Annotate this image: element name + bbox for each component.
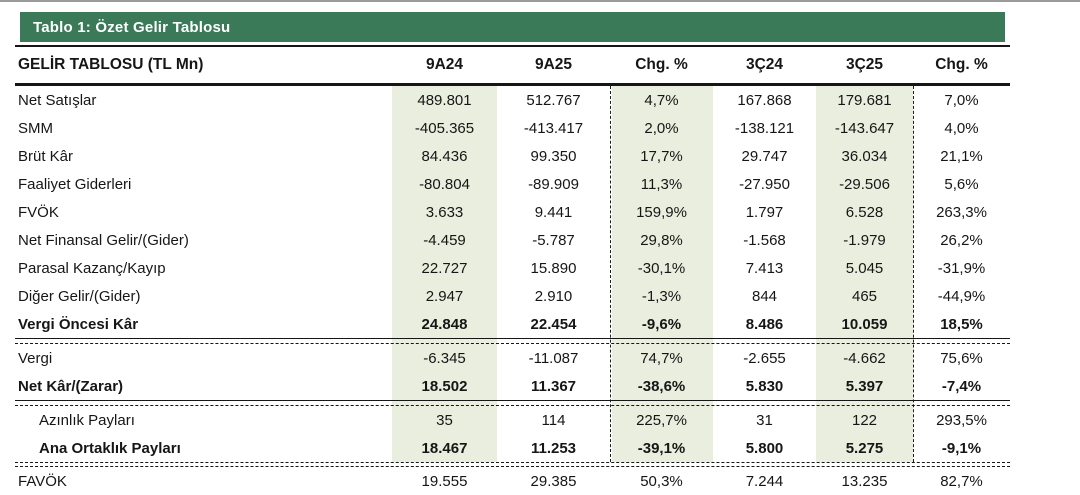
cell-value: -1.979 (843, 231, 886, 249)
cell-value: 8.486 (745, 315, 784, 333)
cell-value: 19.555 (421, 472, 468, 490)
table-row (15, 198, 1010, 226)
row-label: Azınlık Payları (39, 411, 135, 429)
cell-value: -89.909 (528, 175, 579, 193)
cell-value: -27.950 (739, 175, 790, 193)
cell-value: -39,1% (637, 439, 686, 457)
cell-value: -143.647 (834, 119, 895, 137)
row-label: Vergi (18, 349, 53, 367)
table-title-bar (20, 12, 1005, 42)
cell-value: -11.087 (528, 349, 579, 367)
cell-value: 74,7% (640, 349, 683, 367)
cell-value: 82,7% (940, 472, 983, 490)
cell-value: 11.253 (530, 439, 577, 457)
row-label: Diğer Gelir/(Gider) (18, 287, 141, 305)
table-row (15, 344, 1010, 372)
table-row (15, 226, 1010, 254)
cell-value: 489.801 (417, 91, 472, 109)
cell-value: 2.947 (425, 287, 464, 305)
cell-value: 35 (436, 411, 453, 429)
cell-value: -6.345 (423, 349, 466, 367)
cell-value: 159,9% (636, 203, 687, 221)
column-header-3c24: 3Ç24 (745, 56, 784, 73)
cell-value: 22.454 (530, 315, 577, 333)
cell-value: 4,0% (944, 119, 979, 137)
cell-value: -1.568 (743, 231, 786, 249)
cell-value: 465 (851, 287, 878, 305)
row-label: Net Satışlar (18, 91, 97, 109)
cell-value: -7,4% (941, 377, 982, 395)
cell-value: 293,5% (936, 411, 987, 429)
cell-value: 2,0% (644, 119, 679, 137)
cell-value: 2.910 (534, 287, 573, 305)
cell-value: -1,3% (641, 287, 682, 305)
cell-value: -31,9% (937, 259, 986, 277)
cell-value: 18.502 (421, 377, 468, 395)
cell-value: -9,6% (641, 315, 682, 333)
row-label: FVÖK (18, 203, 59, 221)
cell-value: 18,5% (940, 315, 983, 333)
cell-value: 114 (541, 411, 566, 429)
cell-value: 5.800 (745, 439, 784, 457)
cell-value: -29.506 (839, 175, 890, 193)
column-header-account: GELİR TABLOSU (TL Mn) (18, 56, 204, 73)
cell-value: 29,8% (640, 231, 683, 249)
cell-value: 7.244 (745, 472, 784, 490)
cell-value: 17,7% (640, 147, 683, 165)
table-row (15, 434, 1010, 462)
cell-value: -80.804 (419, 175, 470, 193)
cell-value: 36.034 (841, 147, 888, 165)
cell-value: 10.059 (841, 315, 888, 333)
table-row (15, 372, 1010, 400)
cell-value: 31 (756, 411, 773, 429)
cell-value: 21,1% (940, 147, 983, 165)
cell-value: 7,0% (944, 91, 979, 109)
row-label: SMM (18, 119, 53, 137)
cell-value: 15.890 (530, 259, 577, 277)
cell-value: 22.727 (421, 259, 468, 277)
cell-value: 263,3% (936, 203, 987, 221)
cell-value: -138.121 (734, 119, 795, 137)
cell-value: 844 (751, 287, 778, 305)
cell-value: -44,9% (937, 287, 986, 305)
cell-value: 24.848 (421, 315, 468, 333)
income-statement-table (15, 45, 1010, 495)
table-row (15, 254, 1010, 282)
table-row (15, 142, 1010, 170)
cell-value: 11.367 (530, 377, 577, 395)
cell-value: 1.797 (745, 203, 784, 221)
cell-value: -2.655 (743, 349, 786, 367)
row-label: Brüt Kâr (18, 147, 74, 165)
cell-value: 29.747 (741, 147, 788, 165)
table-body (15, 86, 1010, 495)
cell-value: 9.441 (534, 203, 573, 221)
row-label: Net Kâr/(Zarar) (18, 377, 124, 395)
table-title: Tablo 1: Özet Gelir Tablosu (33, 18, 231, 36)
cell-value: 122 (851, 411, 878, 429)
row-label: Parasal Kazanç/Kayıp (18, 259, 166, 277)
cell-value: 5.275 (845, 439, 884, 457)
cell-value: 84.436 (421, 147, 468, 165)
cell-value: 26,2% (940, 231, 983, 249)
cell-value: -5.787 (532, 231, 575, 249)
column-header-9a25: 9A25 (534, 56, 573, 73)
cell-value: -405.365 (414, 119, 475, 137)
row-label: Ana Ortaklık Payları (39, 439, 181, 457)
cell-value: 75,6% (940, 349, 983, 367)
row-label: Faaliyet Giderleri (18, 175, 132, 193)
cell-value: 7.413 (745, 259, 784, 277)
table-row (15, 282, 1010, 310)
cell-value: 13.235 (841, 472, 888, 490)
table-row (15, 310, 1010, 338)
table-row (15, 86, 1010, 114)
cell-value: -38,6% (637, 377, 686, 395)
column-header-9a24: 9A24 (425, 56, 464, 73)
row-label: Vergi Öncesi Kâr (18, 315, 139, 333)
cell-value: 99.350 (530, 147, 577, 165)
cell-value: 5,6% (944, 175, 979, 193)
cell-value: -9,1% (941, 439, 982, 457)
cell-value: -4.662 (843, 349, 886, 367)
column-header-chg-3c: Chg. % (935, 56, 988, 73)
cell-value: -4.459 (423, 231, 466, 249)
cell-value: 512.767 (526, 91, 581, 109)
cell-value: 167.868 (737, 91, 792, 109)
row-label: FAVÖK (18, 472, 67, 490)
table-row (15, 406, 1010, 434)
cell-value: 179.681 (837, 91, 892, 109)
cell-value: 18.467 (421, 439, 468, 457)
table-row (15, 114, 1010, 142)
cell-value: 4,7% (644, 91, 679, 109)
cell-value: -30,1% (637, 259, 686, 277)
table-header-row (15, 45, 1010, 86)
cell-value: 5.397 (845, 377, 884, 395)
table-row (15, 170, 1010, 198)
column-header-chg-9a: Chg. % (635, 56, 688, 73)
cell-value: 29.385 (530, 472, 577, 490)
cell-value: 6.528 (845, 203, 884, 221)
cell-value: 50,3% (640, 472, 683, 490)
cell-value: 225,7% (636, 411, 687, 429)
column-header-3c25: 3Ç25 (845, 56, 884, 73)
row-label: Net Finansal Gelir/(Gider) (18, 231, 189, 249)
cell-value: -413.417 (523, 119, 584, 137)
top-rule (0, 0, 1080, 2)
cell-value: 5.045 (845, 259, 884, 277)
cell-value: 3.633 (425, 203, 464, 221)
cell-value: 5.830 (745, 377, 784, 395)
table-row (15, 467, 1010, 495)
cell-value: 11,3% (640, 175, 683, 193)
